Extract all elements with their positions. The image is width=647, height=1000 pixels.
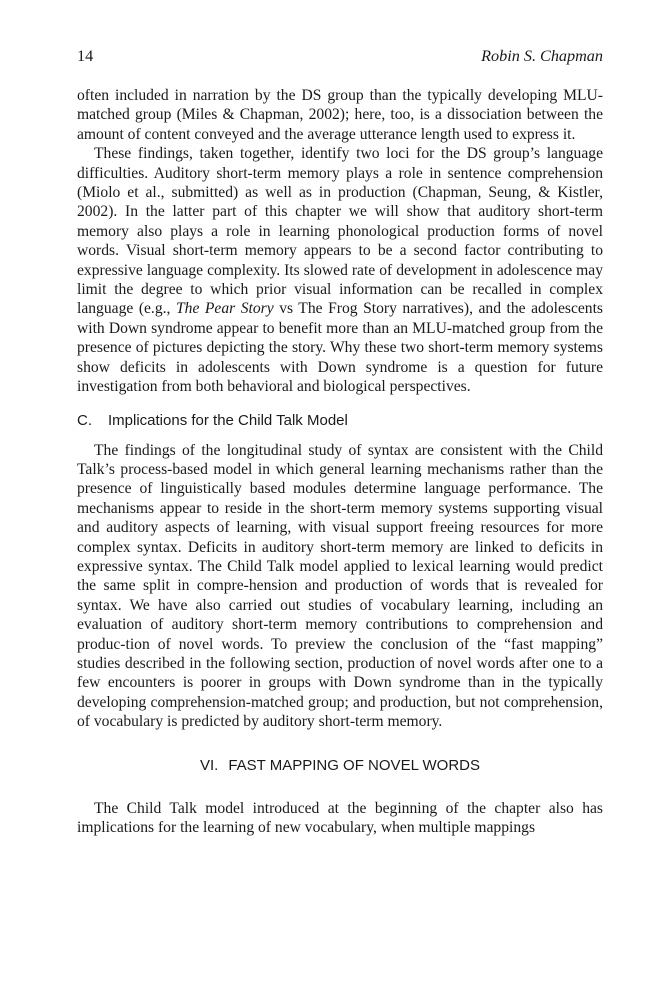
paragraph-continued: often included in narration by the DS group than the typically developing MLU-matched group (Miles & Chapman, 2002); here, too, is a dissociation between the amount of content conveyed and the average utterance length used to express it.: [77, 87, 603, 143]
section-title: FAST MAPPING OF NOVEL WORDS: [228, 756, 481, 774]
running-head-author: Robin S. Chapman: [481, 47, 603, 65]
page-number: 14: [77, 47, 94, 65]
paragraph-findings-text-b: vs The Frog Story narratives), and the adolescents with Down syndrome appear to benefit more than an MLU-matched group from the presence of pictures depicting the story. Why these two short-term memory systems show deficits in adolescents with Down syndrome is a question for future investigation from both behavioral and biological perspectives.: [77, 300, 604, 396]
pear-story-title: The Pear Story: [175, 300, 274, 318]
paragraph-implications: The findings of the longitudinal study of syntax are consistent with the Child Talk’s process-based model in which general learning mechanisms rather than the presence of linguistically based modules determine language performance. The mechanisms appear to reside in the short-term memory systems supporting visual and auditory aspects of learning, with visual support freeing resources for more complex syntax. Deficits in auditory short-term memory are linked to deficits in expressive syntax. The Child Talk model applied to lexical learning would predict the same split in compre-hension and production of words that is revealed for syntax. We have also carried out studies of vocabulary learning, including an evaluation of auditory short-term memory contributions to comprehension and produc-tion of novel words. To preview the conclusion of the “fast mapping” studies described in the following section, production of novel words after one to a few encounters is poorer in groups with Down syndrome than in the typically developing comprehension-matched group; and production, but not comprehension, of vocabulary is predicted by auditory short-term memory.: [77, 441, 603, 731]
section-heading-vi: [77, 756, 603, 775]
section-label: C.: [77, 411, 92, 429]
page: [77, 46, 603, 837]
section-heading-c: [77, 411, 603, 430]
paragraph-fast-mapping: The Child Talk model introduced at the beginning of the chapter also has implications for the learning of new vocabulary, when multiple mappings: [77, 799, 603, 836]
section-label: VI.: [199, 756, 219, 774]
section-title: Implications for the Child Talk Model: [108, 411, 348, 429]
paragraph-findings: [77, 144, 603, 396]
running-head: [77, 46, 603, 66]
paragraph-findings-text-a: These findings, taken together, identify two loci for the DS group’s language difficulties. Auditory short-term memory plays a role in sentence comprehension (Miolo et al., submitted) as well as in production (Chapman, Seung, & Kistler, 2002). In the latter part of this chapter we will show that auditory short-term memory also plays a role in learning phonological production forms of novel words. Visual short-term memory appears to be a second factor contributing to expressive language complexity. Its slowed rate of development in adolescence may limit the degree to which prior visual information can be recalled in complex language (e.g.,: [77, 145, 603, 318]
